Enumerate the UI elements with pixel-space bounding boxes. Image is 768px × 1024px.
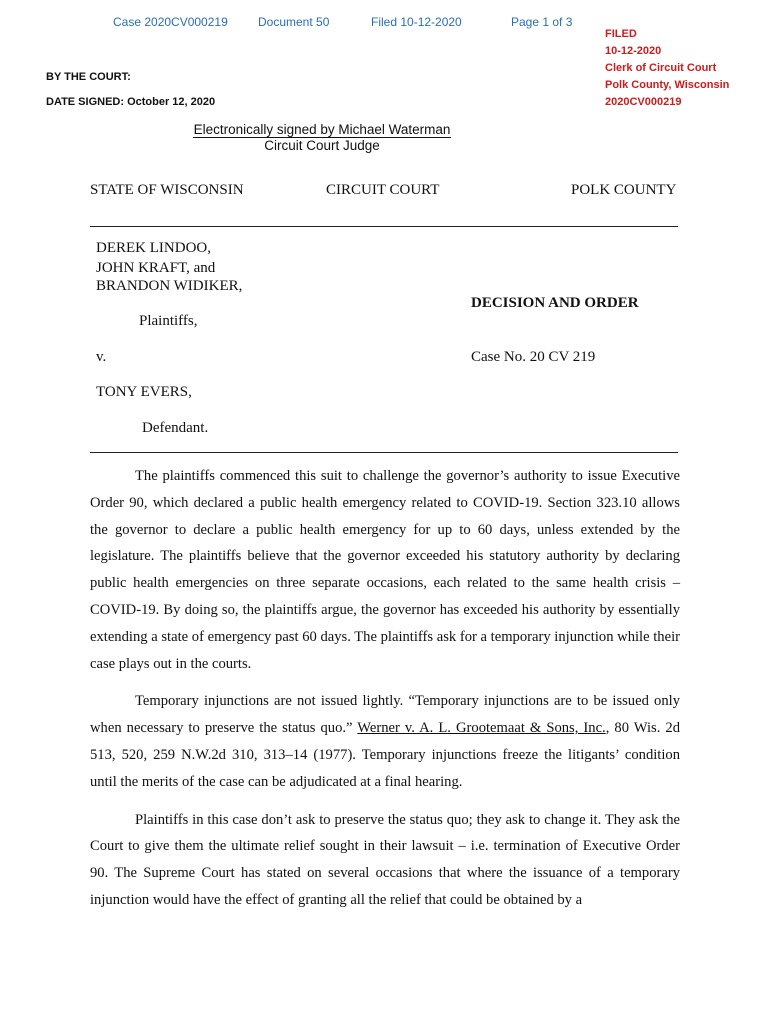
document-body xyxy=(90,463,680,925)
plaintiff-name-2: JOHN KRAFT, and xyxy=(96,260,216,276)
caption-bottom-rule xyxy=(90,452,678,453)
case-number-link[interactable]: Case 2020CV000219 xyxy=(113,15,228,29)
caption-county: POLK COUNTY xyxy=(571,182,677,198)
filed-stamp xyxy=(605,26,729,111)
paragraph-3: Plaintiffs in this case don’t ask to preserve the status quo; they ask to change it. They ask the Court to give them the ultimate relief sought in their lawsuit – i.e. termination of Executive Order 90. The Supreme Court has stated on several occasions that where the issuance of a temporary injunction would have the effect of granting all the relief that could be obtained by a xyxy=(90,811,680,908)
defendant-name: TONY EVERS, xyxy=(96,384,192,400)
caption-court: CIRCUIT COURT xyxy=(326,182,440,198)
esign-signer: Electronically signed by Michael Waterman xyxy=(193,122,451,137)
stamp-filed: FILED xyxy=(605,28,637,40)
case-number: Case No. 20 CV 219 xyxy=(471,349,596,365)
caption-top-rule xyxy=(90,226,678,227)
plaintiffs-label: Plaintiffs, xyxy=(139,313,198,329)
document-title: DECISION AND ORDER xyxy=(471,295,639,311)
plaintiff-name-1: DEREK LINDOO, xyxy=(96,240,211,256)
paragraph-2 xyxy=(90,688,680,795)
paragraph-2-rest: , 80 Wis. 2d 513, 520, 259 N.W.2d 310, 313–14 (1977). Temporary injunctions freeze the litigants’ condition until the merits of the case can be adjudicated at a final hearing. xyxy=(90,720,680,790)
caption-state: STATE OF WISCONSIN xyxy=(90,182,244,198)
stamp-date: 10-12-2020 xyxy=(605,45,662,57)
by-the-court-label: BY THE COURT: xyxy=(46,71,131,83)
stamp-clerk: Clerk of Circuit Court xyxy=(605,62,717,74)
stamp-county: Polk County, Wisconsin xyxy=(605,79,730,91)
paragraph-2-intro: Temporary injunctions are not issued lightly. “Temporary injunctions are to be issued only when necessary to preserve the status quo.” xyxy=(90,693,680,737)
stamp-case: 2020CV000219 xyxy=(605,96,682,108)
page-indicator-link[interactable]: Page 1 of 3 xyxy=(511,15,573,29)
electronic-signature xyxy=(190,122,454,153)
filed-date-link[interactable]: Filed 10-12-2020 xyxy=(371,15,462,29)
defendant-label: Defendant. xyxy=(142,420,209,436)
date-signed-label: DATE SIGNED: October 12, 2020 xyxy=(46,96,216,108)
paragraph-1: The plaintiffs commenced this suit to challenge the governor’s authority to issue Executive Order 90, which declared a public health emergency related to COVID-19. Section 323.10 allows the governor to declare a public health emergency for up to 60 days, unless extended by the legislature. The plaintiffs believe that the governor exceeded his statutory authority by declaring public health emergencies on three separate occasions, each related to the same health crisis – COVID-19. By doing so, the plaintiffs argue, the governor has exceeded his authority by essentially extending a state of emergency past 60 days. The plaintiffs ask for a temporary injunction while their case plays out in the courts. xyxy=(90,468,680,672)
case-citation: Werner v. A. L. Grootemaat & Sons, Inc. xyxy=(357,720,606,737)
plaintiff-name-3: BRANDON WIDIKER, xyxy=(96,278,243,294)
esign-title: Circuit Court Judge xyxy=(264,138,380,153)
versus-label: v. xyxy=(96,349,107,365)
document-number-link[interactable]: Document 50 xyxy=(258,15,330,29)
